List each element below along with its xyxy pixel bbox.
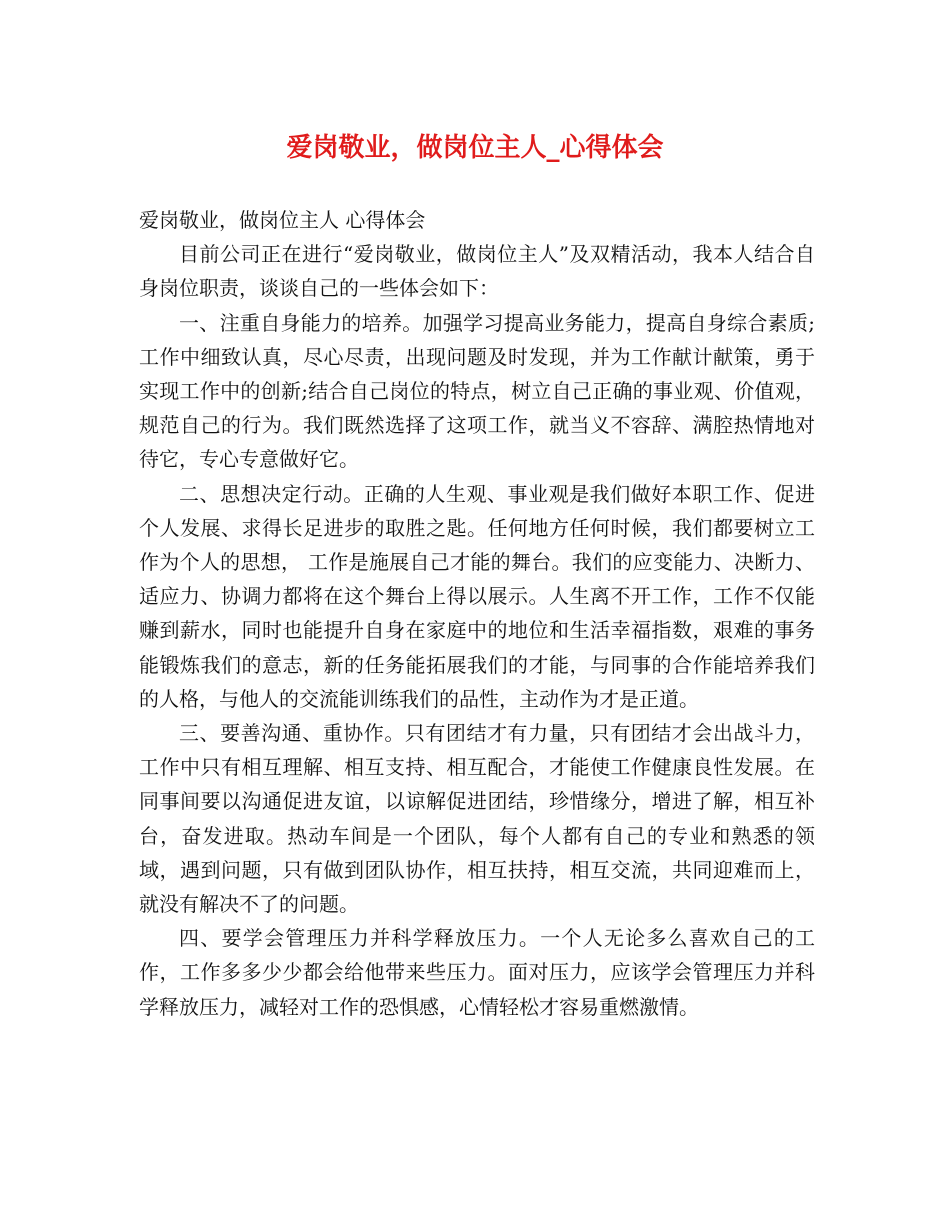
paragraph-point-1: 一、注重自身能力的培养。加强学习提高业务能力，提高自身综合素质;工作中细致认真，尽心尽责，出现问题及时发现，并为工作献计献策，勇于实现工作中的创新;结合自己岗位的特点，树立自己正确的事业观、价值观，规范自己的行为。我们既然选择了这项工作，就当义不容辞、满腔热情地对待它，专心专意做好它。 (139, 310, 815, 472)
document-title: 爱岗敬业，做岗位主人_心得体会 (286, 133, 664, 163)
paragraph-intro: 目前公司正在进行“爱岗敬业，做岗位主人”及双精活动，我本人结合自身岗位职责，谈谈自己的一些体会如下： (139, 242, 815, 301)
document-body (139, 203, 815, 1024)
document-subtitle: 爱岗敬业，做岗位主人 心得体会 (139, 208, 426, 232)
paragraph-point-4: 四、要学会管理压力并科学释放压力。一个人无论多么喜欢自己的工作，工作多多少少都会给他带来些压力。面对压力，应该学会管理压力并科学释放压力，减轻对工作的恐惧感，心情轻松才容易重燃激情。 (139, 926, 815, 1019)
paragraph-point-3: 三、要善沟通、重协作。只有团结才有力量，只有团结才会出战斗力，工作中只有相互理解、相互支持、相互配合，才能使工作健康良性发展。在同事间要以沟通促进友谊，以谅解促进团结，珍惜缘分，增进了解，相互补台，奋发进取。热动车间是一个团队，每个人都有自己的专业和熟悉的领域，遇到问题，只有做到团队协作，相互扶持，相互交流，共同迎难而上，就没有解决不了的问题。 (139, 721, 815, 917)
paragraph-point-2: 二、思想决定行动。正确的人生观、事业观是我们做好本职工作、促进个人发展、求得长足进步的取胜之匙。任何地方任何时候，我们都要树立工作为个人的思想， 工作是施展自己才能的舞台。我们的应变能力、决断力、适应力、协调力都将在这个舞台上得以展示。人生离不开工作，工作不仅能赚到薪水，同时也能提升自身在家庭中的地位和生活幸福指数，艰难的事务能锻炼我们的意志，新的任务能拓展我们的才能，与同事的合作能培养我们的人格，与他人的交流能训练我们的品性，主动作为才是正道。 (139, 481, 815, 711)
